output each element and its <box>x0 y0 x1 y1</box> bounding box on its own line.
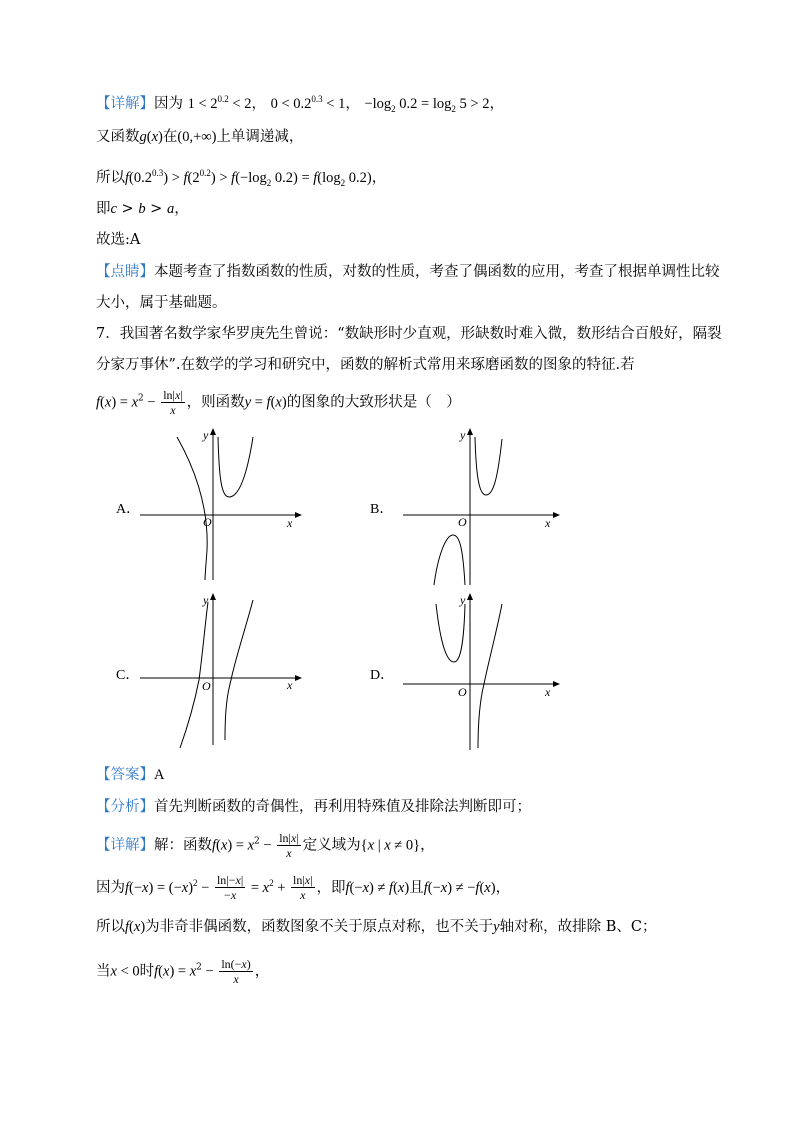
svg-text:x: x <box>287 678 293 692</box>
graph-c <box>135 590 305 750</box>
x-axis-label: x <box>287 516 293 530</box>
analysis-bracket: 【分析】 <box>96 799 154 815</box>
svg-text:x: x <box>545 685 551 699</box>
comment-bracket: 【点睛】 <box>96 264 154 280</box>
svg-text:O: O <box>202 679 211 693</box>
question-line-3: $f(x) = x^2$ − $\frac{\ln|x|}{x}$ ，则函数y = f(x)的图象的大致形状是（ ） <box>96 388 461 417</box>
y-axis-label: y <box>203 428 209 442</box>
detail2-line-2: 因为$f(-x) = (-x)^2$ − $\frac{\ln|-x|}{-x}$ = $x^2$ + $\frac{\ln|x|}{x}$ ，即f(−x) ≠ f(x)且f(−x) ≠ −f(x)， <box>96 873 511 903</box>
comment-line-1: 【点睛】本题考查了指数函数的性质，对数的性质，考查了偶函数的应用，考查了根据单调性比较 <box>96 264 720 280</box>
graph-b <box>398 425 563 590</box>
option-c-label: C． <box>116 668 140 683</box>
question-line-1: 7．我国著名数学家华罗庚先生曾说：“数缺形时少直观，形缺数时难入微，数形结合百般好，隔裂 <box>96 326 722 342</box>
analysis-line: 【分析】首先判断函数的奇偶性，再利用特殊值及排除法判断即可； <box>96 799 531 815</box>
svg-text:O: O <box>458 515 467 529</box>
text: 因为 <box>154 95 183 112</box>
svg-text:y: y <box>203 593 209 607</box>
detail2-line-3: 所以f(x)为非奇非偶函数，函数图象不关于原点对称，也不关于y轴对称，故排除 B、C； <box>96 919 657 935</box>
question-line-2: 分家万事休”.在数学的学习和研究中，函数的解析式常用来琢磨函数的图象的特征.若 <box>96 357 635 373</box>
svg-text:O: O <box>458 685 467 699</box>
detail-line-4: 即c > b > a， <box>96 201 189 217</box>
answer-bracket: 【答案】 <box>96 767 154 783</box>
detail-bracket-2: 【详解】 <box>96 837 154 854</box>
detail-line-5: 故选:A <box>96 232 141 248</box>
detail-line-2: 又函数g(x)在(0,+∞)上单调递减， <box>96 129 304 145</box>
graph-d <box>398 590 563 755</box>
detail2-line-4: 当x < 0时$f(x) = x^2$ − $\frac{\ln(-x)}{x}$ ， <box>96 957 270 986</box>
comment-line-2: 大小，属于基础题。 <box>96 295 227 311</box>
detail-line-1: 【详解】因为 $1 < 2^{0.2} < 2$， $0 < 0.2^{0.3} < 1$， $-\log_2$ $0.2 = \log_2 5 > 2$， <box>96 94 504 114</box>
option-b-label: B． <box>370 502 394 517</box>
svg-text:y: y <box>460 428 466 442</box>
graph-a <box>135 425 305 585</box>
detail-bracket: 【详解】 <box>96 95 154 112</box>
detail2-line-1: 【详解】解：函数$f(x) = x^2$ − $\frac{\ln|x|}{x}$ 定义域为{x | x ≠ 0}， <box>96 831 435 860</box>
svg-text:y: y <box>460 593 466 607</box>
svg-text:x: x <box>545 516 551 530</box>
answer-line <box>96 765 164 785</box>
origin-label: O <box>203 515 212 529</box>
option-a-label: A． <box>116 502 141 517</box>
detail-line-3: 所以$f(0.2^{0.3}) > f(2^{0.2}) > f(-\log_2$ $0.2) = f(\log_2$ 0.2)， <box>96 168 387 188</box>
option-d-label: D． <box>370 668 395 683</box>
answer-value: A <box>154 767 165 783</box>
